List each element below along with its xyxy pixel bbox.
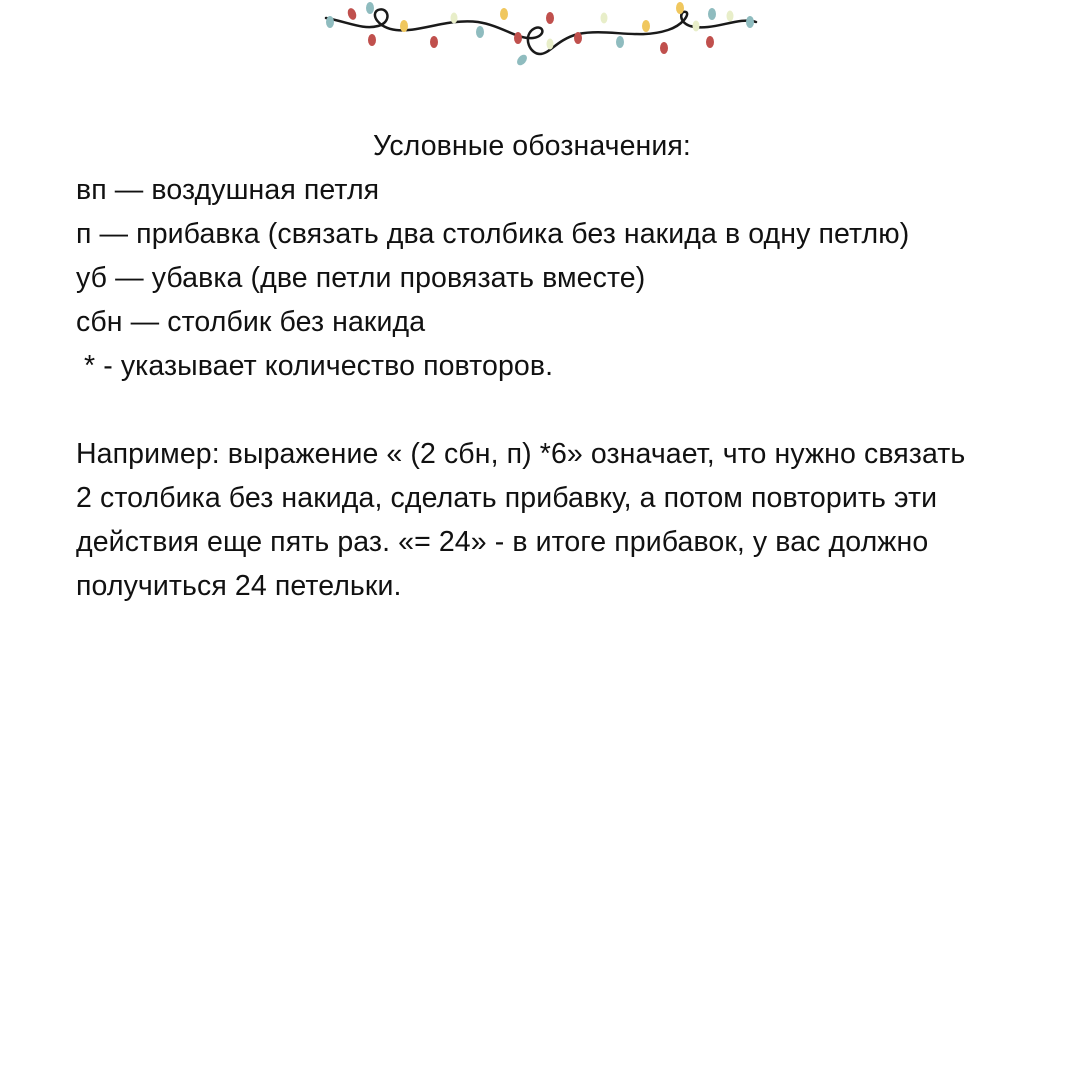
legend-title: Условные обозначения: — [373, 130, 691, 162]
legend-item-repeat: * - указывает количество повторов. — [76, 350, 554, 382]
legend-item-sbn: сбн — столбик без накида — [76, 306, 426, 338]
text-content — [76, 124, 976, 608]
example-paragraph: Например: выражение « (2 сбн, п) *6» означает, что нужно связать 2 столбика без накида, сделать прибавку, а потом повторить эти действия еще пять раз. «= 24» - в итоге прибавок, у вас должно получиться 24 петельки. — [76, 438, 966, 602]
string-lights-garland-icon — [318, 0, 764, 72]
legend-item-ub: уб — убавка (две петли провязать вместе) — [76, 262, 646, 294]
legend-item-p: п — прибавка (связать два столбика без накида в одну петлю) — [76, 218, 910, 250]
legend-item-vp: вп — воздушная петля — [76, 174, 380, 206]
spacer — [76, 388, 976, 432]
